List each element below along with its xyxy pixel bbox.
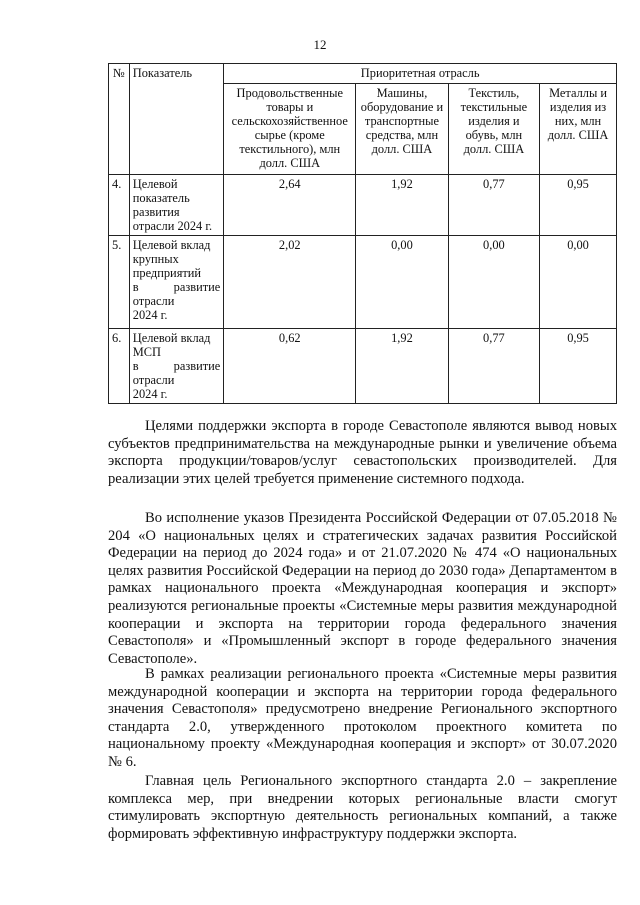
indicator-line: крупных	[132, 252, 179, 266]
value-food: 2,02	[224, 236, 356, 329]
indicator-line: 2024 г.	[132, 387, 168, 401]
indicator-line: в развитие	[132, 359, 221, 373]
paragraph-main-goal	[108, 773, 617, 843]
header-food: Продовольственные товары и сельскохозяйственное сырье (кроме текстильного), млн долл. США	[224, 84, 356, 175]
paragraph-presidential-decrees	[108, 510, 617, 668]
value-textile: 0,77	[448, 329, 539, 404]
row-num: 5.	[109, 236, 130, 329]
indicator-line: показатель	[132, 191, 190, 205]
row-num: 6.	[109, 329, 130, 404]
header-textile: Текстиль, текстильные изделия и обувь, млн долл. США	[448, 84, 539, 175]
table-row	[109, 175, 617, 236]
row-num: 4.	[109, 175, 130, 236]
indicator-line: в развитие	[132, 280, 221, 294]
row-indicator	[129, 329, 224, 404]
indicator-line: Целевой	[132, 177, 178, 191]
value-textile: 0,00	[448, 236, 539, 329]
paragraph-text: В рамках реализации регионального проекта «Системные меры развития международной кооперации и экспорта на территории города федерального значения Севастополя» предусмотрено внедрение Регионального экспортного стандарта 2.0, утвержденного протоколом проектного комитета по национальному проекту «Международная кооперация и экспорт» от 30.07.2020 № 6.	[108, 666, 617, 770]
paragraph-text: Во исполнение указов Президента Российской Федерации от 07.05.2018 № 204 «О национальных целях и стратегических задачах развития Российской Федерации на период до 2024 года» и от 21.07.2020 № 474 «О национальных целях развития Российской Федерации на период до 2030 года» Департаментом в рамках национального проекта «Международная кооперация и экспорт» реализуются региональные проекты «Системные меры развития международной кооперации и экспорта на территории города федерального значения Севастополя» и «Промышленный экспорт в городе федерального значения Севастополе».	[108, 510, 617, 667]
row-indicator	[129, 175, 224, 236]
value-food: 0,62	[224, 329, 356, 404]
value-textile: 0,77	[448, 175, 539, 236]
paragraph-regional-standard	[108, 666, 617, 772]
value-metals: 0,95	[540, 175, 617, 236]
table-row	[109, 236, 617, 329]
indicator-line: отрасли 2024 г.	[132, 219, 213, 233]
indicator-line: МСП	[132, 345, 161, 359]
value-machinery: 1,92	[356, 329, 448, 404]
value-metals: 0,00	[540, 236, 617, 329]
table-row	[109, 329, 617, 404]
header-metals: Металлы и изделия из них, млн долл. США	[540, 84, 617, 175]
value-machinery: 0,00	[356, 236, 448, 329]
indicator-line: отрасли	[132, 373, 175, 387]
value-food: 2,64	[224, 175, 356, 236]
indicator-line: Целевой вклад	[132, 238, 211, 252]
value-metals: 0,95	[540, 329, 617, 404]
indicator-line: Целевой вклад	[132, 331, 211, 345]
header-num: №	[109, 64, 130, 175]
paragraph-export-goals	[108, 418, 617, 488]
page-number: 12	[313, 37, 327, 52]
indicator-line: развития	[132, 205, 180, 219]
row-indicator	[129, 236, 224, 329]
paragraph-text: Целями поддержки экспорта в городе Севастополе являются вывод новых субъектов предпринимательства на международные рынки и увеличение объема экспорта продукции/товаров/услуг севастопольских производителей. Для реализации этих целей требуется применение системного подхода.	[108, 418, 617, 487]
indicator-line: предприятий	[132, 266, 202, 280]
header-priority-sector: Приоритетная отрасль	[224, 64, 617, 84]
header-machinery: Машины, оборудование и транспортные средства, млн долл. США	[356, 84, 448, 175]
priority-sector-table	[108, 63, 617, 404]
indicator-line: отрасли	[132, 294, 175, 308]
header-indicator: Показатель	[129, 64, 224, 175]
value-machinery: 1,92	[356, 175, 448, 236]
paragraph-text: Главная цель Регионального экспортного стандарта 2.0 – закрепление комплекса мер, при внедрении которых региональные власти смогут стимулировать экспортную деятельность региональных компаний, а также формировать эффективную инфраструктуру поддержки экспорта.	[108, 773, 617, 842]
indicator-line: 2024 г.	[132, 308, 168, 322]
